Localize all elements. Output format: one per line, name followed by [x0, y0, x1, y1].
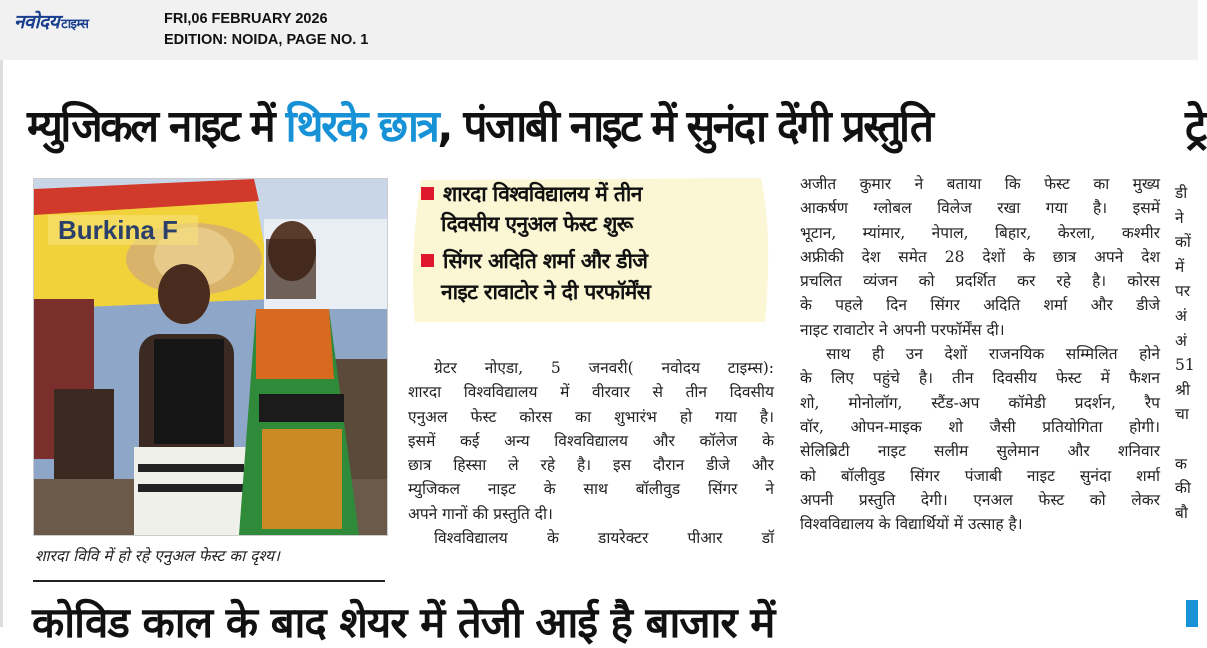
- col2-line: अजीत कुमार ने बताया कि फेस्ट का मुख्य: [800, 175, 1160, 193]
- col1-line: छात्र हिस्सा ले रहे है। इस दौरान डीजे और: [408, 456, 774, 475]
- adjacent-headline-edge: ट्रे: [1185, 101, 1207, 152]
- subhead-box: [407, 176, 775, 324]
- col1-line: शारदा विश्वविद्यालय में वीरवार से तीन दिवसीय: [408, 383, 774, 402]
- newspaper-logo[interactable]: [14, 8, 88, 34]
- subhead-2-line-1-text: सिंगर अदिति शर्मा और डीजे: [443, 249, 648, 273]
- adjacent-fragment: अं: [1175, 306, 1187, 325]
- col2-line: आकर्षण ग्लोबल विलेज रखा गया है। इसमें: [800, 199, 1160, 218]
- adjacent-fragment: श्री: [1175, 380, 1190, 399]
- article-column-2: [800, 172, 1160, 536]
- headline-part-2: , पंजाबी नाइट में सुनंदा देंगी प्रस्तुति: [437, 101, 932, 152]
- adjacent-fragment: क: [1175, 454, 1187, 473]
- subhead-1-line-1: [421, 179, 642, 209]
- col2-line: अपनी प्रस्तुति देगी। एनअल फेस्ट को लेकर: [800, 490, 1160, 509]
- adjacent-fragment: अं: [1175, 331, 1187, 350]
- red-bullet-icon: [421, 254, 434, 267]
- next-headline-partial: कोविड काल के बाद शेयर में तेजी आई है बाजार में: [32, 598, 775, 647]
- subhead-2-line-2: नाइट रावाटोर ने दी परफॉर्मेंस: [441, 280, 651, 304]
- adjacent-fragment: 51: [1175, 356, 1195, 375]
- next-headline-accent: [1186, 600, 1198, 627]
- col2-line: साथ ही उन देशों राजनयिक सम्मिलित होने: [826, 345, 1160, 364]
- col2-line: को बॉलीवुड सिंगर पंजाबी नाइट सुनंदा शर्मा: [800, 466, 1160, 485]
- edition-line: EDITION: NOIDA, PAGE NO. 1: [164, 32, 369, 48]
- col1-line: इसमें कई अन्य विश्वविद्यालय और कॉलेज के: [408, 431, 774, 450]
- col1-line: म्युजिकल नाइट के साथ बॉलीवुड सिंगर ने: [408, 480, 774, 499]
- adjacent-fragment: [1175, 427, 1201, 452]
- article-headline: [27, 98, 932, 156]
- subhead-1-line-2: दिवसीय एनुअल फेस्ट शुरू: [441, 212, 633, 236]
- subhead-2-line-1: [421, 246, 647, 276]
- photo-caption: शारदा विवि में हो रहे एनुअल फेस्ट का दृश्य।: [35, 547, 280, 565]
- adjacent-fragment: डी: [1175, 184, 1188, 202]
- adjacent-fragment: की: [1175, 479, 1191, 498]
- col2-line: सेलिब्रिटी नाइट सलीम सुलेमान और शनिवार: [800, 442, 1160, 461]
- col2-line: भूटान, म्यांमार, नेपाल, बिहार, केरला, कश्मीर: [800, 223, 1160, 242]
- logo-name: नवोदय: [14, 11, 60, 33]
- headline-highlight: थिरके छात्र: [285, 101, 438, 152]
- col1-line: एनुअल फेस्ट कोरस का शुभारंभ हो गया है।: [408, 407, 774, 426]
- adjacent-fragment: पर: [1175, 282, 1191, 301]
- col2-line: के लिए पहुंचे है। तीन दिवसीय फेस्ट में फैशन: [800, 369, 1160, 388]
- col1-line: ग्रेटर नोएडा, 5 जनवरी( नवोदय टाइम्स):: [434, 359, 774, 377]
- adjacent-fragment: कों: [1175, 233, 1191, 252]
- col2-line: शो, मोनोलॉग, स्टैंड-अप कॉमेडी प्रदर्शन, रैप: [800, 393, 1160, 412]
- adjacent-fragment: में: [1175, 257, 1185, 276]
- article-photo: [33, 178, 388, 536]
- festival-photo-illustration: [34, 179, 387, 535]
- subhead-1-line-1-text: शारदा विश्वविद्यालय में तीन: [443, 182, 642, 206]
- photo-stall-sign: Burkina F: [58, 215, 178, 245]
- col2-line: के पहले दिन सिंगर अदिति शर्मा और डीजे: [800, 296, 1160, 315]
- next-article-strip: [0, 596, 1198, 647]
- epaper-top-bar: [0, 0, 1198, 60]
- col1-line: विश्वविद्यालय के डायरेक्टर पीआर डॉ: [434, 529, 774, 548]
- date-line: FRI,06 FEBRUARY 2026: [164, 11, 328, 27]
- article-column-1: [408, 356, 774, 550]
- headline-part-1: म्युजिकल नाइट में: [27, 101, 286, 152]
- adjacent-article-column: [1175, 181, 1201, 525]
- adjacent-fragment: चा: [1175, 405, 1189, 424]
- col2-line: वॉर, ओपन-माइक शो जैसी प्रतियोगिता होगी।: [800, 417, 1160, 436]
- col2-line: विश्वविद्यालय के विद्यार्थियों में उत्साह है।: [800, 515, 1023, 534]
- col2-line: प्रचलित व्यंजन को प्रदर्शित कर रहे है। कोरस: [800, 272, 1160, 291]
- adjacent-fragment: ने: [1175, 208, 1184, 227]
- col2-line: अफ्रीकी देश समेत 28 देशों के छात्र अपने देश: [800, 247, 1160, 266]
- logo-subtitle: टाइम्स: [61, 17, 89, 32]
- caption-rule: [33, 580, 385, 582]
- newspaper-page: [0, 60, 1207, 627]
- adjacent-fragment: बौ: [1175, 503, 1188, 522]
- col1-line: अपने गानों की प्रस्तुति दी।: [408, 504, 553, 523]
- red-bullet-icon: [421, 187, 434, 200]
- col2-line: नाइट रावाटोर ने अपनी परफॉर्मेंस दी।: [800, 320, 1005, 339]
- edition-info: [164, 9, 368, 51]
